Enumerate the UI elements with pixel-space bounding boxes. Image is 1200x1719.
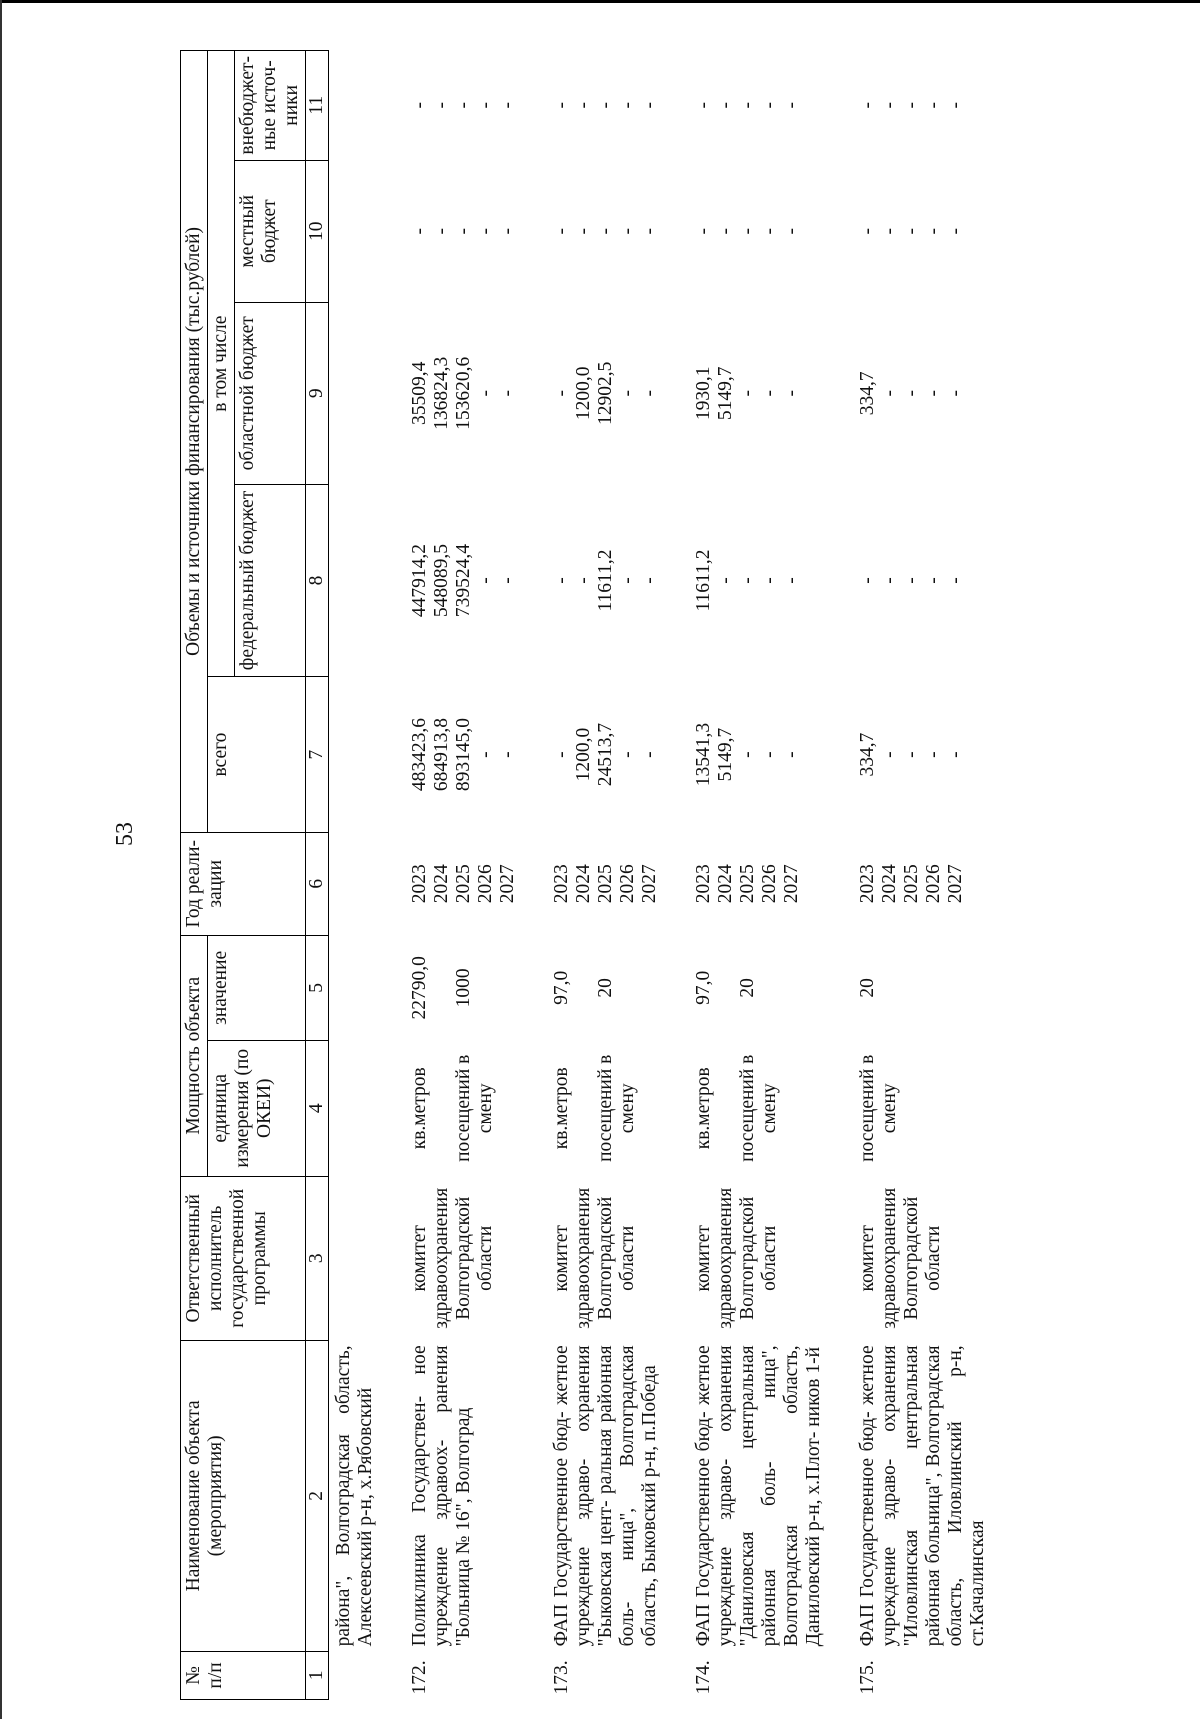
federal-budget-value: -: [901, 577, 922, 584]
executor: комитет здравоохранения Волгоградской области: [857, 1187, 944, 1329]
executor: комитет здравоохранения Волгоградской области: [693, 1187, 780, 1329]
total-value: 684913,8: [431, 718, 452, 792]
page-left-edge: [0, 0, 2, 1719]
total-value: -: [639, 751, 660, 758]
year-value: 2023: [693, 864, 714, 904]
year: [665, 832, 829, 935]
table-row: [665, 51, 829, 1700]
federal-budget: [665, 484, 829, 677]
value-text: 20: [857, 978, 878, 998]
total: [381, 677, 523, 832]
extrabudgetary-value: -: [497, 102, 518, 109]
header-year: Год реали- зации: [181, 832, 306, 935]
extrabudgetary-value: -: [737, 102, 758, 109]
header-finance: Объемы и источники финансирования (тыс.рублей): [181, 51, 208, 833]
extrabudgetary-value: -: [781, 102, 802, 109]
header-federal: федеральный бюджет: [235, 484, 306, 677]
total-value: -: [737, 751, 758, 758]
total-value: -: [759, 751, 780, 758]
year-value: 2027: [781, 864, 802, 904]
year-value: 2025: [595, 864, 616, 904]
local-budget-value: -: [639, 228, 660, 235]
year: [829, 832, 993, 935]
extrabudgetary-value: -: [573, 102, 594, 109]
year: [523, 832, 665, 935]
local-budget-value: -: [595, 228, 616, 235]
local-budget-value: -: [497, 228, 518, 235]
year-value: 2024: [573, 864, 594, 904]
capacity-value: [523, 935, 665, 1040]
federal-budget-value: 447914,2: [409, 543, 430, 618]
table-header: [181, 51, 329, 1700]
total-value: -: [475, 751, 496, 758]
object-name: ФАП Государственное бюд- жетное учреждение здраво- охранения "Иловлинская центральная районная больница", Волгоградская область, Иловлинский р-н, ст.Качалинская: [857, 1345, 988, 1647]
col-number: 5: [306, 935, 329, 1040]
header-regional: областной бюджет: [235, 302, 306, 484]
federal-budget-value: -: [759, 577, 780, 584]
row-number: 175.: [857, 1660, 878, 1695]
year-value: 2024: [715, 864, 736, 904]
total-value: 5149,7: [715, 727, 736, 782]
value-text: 97,0: [693, 970, 714, 1005]
local-budget-value: -: [409, 228, 430, 235]
total-value: -: [901, 751, 922, 758]
col-number: 4: [306, 1040, 329, 1176]
col-number: 11: [306, 51, 329, 161]
unit-text: посещений в смену: [595, 1054, 638, 1162]
header-executor: Ответственный исполнитель государственной программы: [181, 1176, 306, 1340]
col-number: 1: [306, 1651, 329, 1699]
federal-budget-value: -: [737, 577, 758, 584]
col-number: 9: [306, 302, 329, 484]
unit-text: кв.метров: [551, 1067, 572, 1150]
regional-budget-value: 153620,6: [453, 356, 474, 430]
local-budget-value: -: [715, 228, 736, 235]
regional-budget-value: -: [497, 390, 518, 397]
year-value: 2026: [475, 864, 496, 904]
extrabudgetary: [665, 51, 829, 161]
page-top-edge: [0, 0, 1200, 3]
federal-budget-value: -: [551, 577, 572, 584]
extrabudgetary-value: -: [409, 102, 430, 109]
extrabudgetary: [381, 51, 523, 161]
extrabudgetary-value: -: [595, 102, 616, 109]
regional-budget-value: -: [923, 390, 944, 397]
federal-budget-value: -: [945, 577, 966, 584]
regional-budget-value: 5149,7: [715, 366, 736, 421]
table-body: [329, 51, 994, 1700]
extrabudgetary-value: -: [453, 102, 474, 109]
year-value: 2026: [759, 864, 780, 904]
local-budget-value: -: [759, 228, 780, 235]
col-number: 7: [306, 677, 329, 832]
extrabudgetary-value: -: [431, 102, 452, 109]
regional-budget-value: -: [781, 390, 802, 397]
extrabudgetary: [829, 51, 993, 161]
regional-budget-value: 136824,3: [431, 356, 452, 430]
unit-text: посещений в смену: [857, 1054, 900, 1162]
year-value: 2027: [945, 864, 966, 904]
local-budget: [381, 160, 523, 302]
header-num: № п/п: [181, 1651, 306, 1699]
financing-table: [180, 50, 993, 1700]
federal-budget: [829, 484, 993, 677]
extrabudgetary-value: -: [901, 102, 922, 109]
year: [381, 832, 523, 935]
header-total: всего: [208, 677, 306, 832]
year-value: 2023: [551, 864, 572, 904]
object-name: ФАП Государственное бюд- жетное учреждение здраво- охранения "Быковская цент- ральная районная боль- ница", Волгоградская область, Быковский р-н, п.Победа: [551, 1345, 660, 1647]
extrabudgetary-value: -: [639, 102, 660, 109]
regional-budget-value: -: [475, 390, 496, 397]
header-unit: единица измерения (по ОКЕИ): [208, 1040, 306, 1176]
table-row: [829, 51, 993, 1700]
federal-budget-value: -: [715, 577, 736, 584]
regional-budget: [381, 302, 523, 484]
local-budget-value: -: [693, 228, 714, 235]
local-budget-value: -: [781, 228, 802, 235]
federal-budget-value: -: [857, 577, 878, 584]
header-power: Мощность объекта: [181, 935, 208, 1176]
year-value: 2024: [879, 864, 900, 904]
local-budget-value: -: [573, 228, 594, 235]
local-budget-value: -: [879, 228, 900, 235]
extrabudgetary-value: -: [759, 102, 780, 109]
federal-budget-value: -: [879, 577, 900, 584]
extrabudgetary-value: -: [551, 102, 572, 109]
local-budget-value: -: [475, 228, 496, 235]
year-value: 2023: [409, 864, 430, 904]
extrabudgetary-value: -: [879, 102, 900, 109]
year-value: 2023: [857, 864, 878, 904]
regional-budget-value: 12902,5: [595, 361, 616, 425]
header-value: значение: [208, 935, 306, 1040]
total: [665, 677, 829, 832]
regional-budget-value: -: [901, 390, 922, 397]
local-budget: [829, 160, 993, 302]
executor: комитет здравоохранения Волгоградской области: [409, 1187, 496, 1329]
local-budget-value: -: [453, 228, 474, 235]
col-number: 3: [306, 1176, 329, 1340]
regional-budget-value: 334,7: [857, 371, 878, 416]
total-value: 334,7: [857, 732, 878, 777]
col-number: 6: [306, 832, 329, 935]
year-value: 2026: [923, 864, 944, 904]
federal-budget-value: 548089,5: [431, 543, 452, 618]
table-row: [523, 51, 665, 1700]
local-budget-value: -: [551, 228, 572, 235]
extrabudgetary-value: -: [475, 102, 496, 109]
total-value: 483423,6: [409, 718, 430, 792]
row-number: 172.: [409, 1660, 430, 1695]
carryover-row: [329, 51, 382, 1700]
year-value: 2024: [431, 864, 452, 904]
unit-of-measure: [665, 1040, 829, 1176]
total-value: -: [617, 751, 638, 758]
carryover-text: района", Волгоградская область, Алексеевский р-н, х.Рябовский: [333, 1345, 376, 1647]
unit-text: посещений в смену: [453, 1054, 496, 1162]
federal-budget-value: 11611,2: [693, 549, 714, 612]
value-text: 20: [595, 978, 616, 998]
regional-budget-value: -: [945, 390, 966, 397]
federal-budget-value: -: [781, 577, 802, 584]
total-value: -: [551, 751, 572, 758]
total: [523, 677, 665, 832]
regional-budget-value: -: [879, 390, 900, 397]
year-value: 2026: [617, 864, 638, 904]
object-name: Поликлиника Государствен- ное учреждение здравоох- ранения "Больница № 16", Волгоград: [409, 1345, 474, 1647]
total-value: -: [879, 751, 900, 758]
federal-budget: [523, 484, 665, 677]
local-budget: [665, 160, 829, 302]
local-budget: [523, 160, 665, 302]
column-number-row: [306, 51, 329, 1700]
total-value: -: [945, 751, 966, 758]
total-value: -: [497, 751, 518, 758]
regional-budget-value: -: [617, 390, 638, 397]
row-number: 173.: [551, 1660, 572, 1695]
local-budget-value: -: [857, 228, 878, 235]
executor: комитет здравоохранения Волгоградской области: [551, 1187, 638, 1329]
federal-budget-value: -: [923, 577, 944, 584]
local-budget-value: -: [923, 228, 944, 235]
local-budget-value: -: [945, 228, 966, 235]
regional-budget-value: -: [639, 390, 660, 397]
value-text: 22790,0: [409, 956, 430, 1020]
capacity-value: [381, 935, 523, 1040]
year-value: 2025: [737, 864, 758, 904]
federal-budget: [381, 484, 523, 677]
col-number: 10: [306, 160, 329, 302]
regional-budget-value: 1930,1: [693, 366, 714, 421]
unit-text: кв.метров: [693, 1067, 714, 1150]
total-value: -: [781, 751, 802, 758]
header-extra: внебюджет- ные источ- ники: [235, 51, 306, 161]
extrabudgetary-value: -: [857, 102, 878, 109]
total-value: 1200,0: [573, 727, 594, 782]
unit-text: кв.метров: [409, 1067, 430, 1150]
federal-budget-value: -: [497, 577, 518, 584]
capacity-value: [829, 935, 993, 1040]
regional-budget-value: 1200,0: [573, 366, 594, 421]
capacity-value: [665, 935, 829, 1040]
federal-budget-value: 11611,2: [595, 549, 616, 612]
page-number: 53: [112, 822, 138, 846]
header-local: местный бюджет: [235, 160, 306, 302]
value-text: 1000: [453, 968, 474, 1008]
extrabudgetary-value: -: [693, 102, 714, 109]
total-value: 13541,3: [693, 722, 714, 787]
rotated-table-container: [180, 50, 1200, 1700]
col-number: 8: [306, 484, 329, 677]
unit-text: посещений в смену: [737, 1054, 780, 1162]
col-number: 2: [306, 1340, 329, 1651]
total-value: -: [923, 751, 944, 758]
regional-budget-value: -: [737, 390, 758, 397]
regional-budget-value: -: [551, 390, 572, 397]
local-budget-value: -: [901, 228, 922, 235]
table-row: [381, 51, 523, 1700]
federal-budget-value: -: [617, 577, 638, 584]
extrabudgetary-value: -: [617, 102, 638, 109]
year-value: 2027: [639, 864, 660, 904]
extrabudgetary-value: -: [945, 102, 966, 109]
federal-budget-value: -: [639, 577, 660, 584]
year-value: 2027: [497, 864, 518, 904]
regional-budget: [829, 302, 993, 484]
unit-of-measure: [381, 1040, 523, 1176]
local-budget-value: -: [737, 228, 758, 235]
regional-budget: [665, 302, 829, 484]
year-value: 2025: [901, 864, 922, 904]
year-value: 2025: [453, 864, 474, 904]
local-budget-value: -: [431, 228, 452, 235]
total: [829, 677, 993, 832]
local-budget-value: -: [617, 228, 638, 235]
unit-of-measure: [829, 1040, 993, 1176]
federal-budget-value: 739524,4: [453, 543, 474, 618]
header-including: в том числе: [208, 51, 235, 677]
total-value: 893145,0: [453, 718, 474, 792]
regional-budget-value: 35509,4: [409, 361, 430, 425]
federal-budget-value: -: [573, 577, 594, 584]
object-name: ФАП Государственное бюд- жетное учреждение здраво- охранения "Даниловская центральная районная боль- ница", Волгоградская область, Даниловский р-н, х.Плот- ников 1-й: [693, 1345, 824, 1647]
value-text: 20: [737, 978, 758, 998]
extrabudgetary: [523, 51, 665, 161]
extrabudgetary-value: -: [715, 102, 736, 109]
unit-of-measure: [523, 1040, 665, 1176]
regional-budget: [523, 302, 665, 484]
total-value: 24513,7: [595, 722, 616, 787]
header-name: Наименование объекта (мероприятия): [181, 1340, 306, 1651]
row-number: 174.: [693, 1660, 714, 1695]
federal-budget-value: -: [475, 577, 496, 584]
regional-budget-value: -: [759, 390, 780, 397]
extrabudgetary-value: -: [923, 102, 944, 109]
value-text: 97,0: [551, 970, 572, 1005]
